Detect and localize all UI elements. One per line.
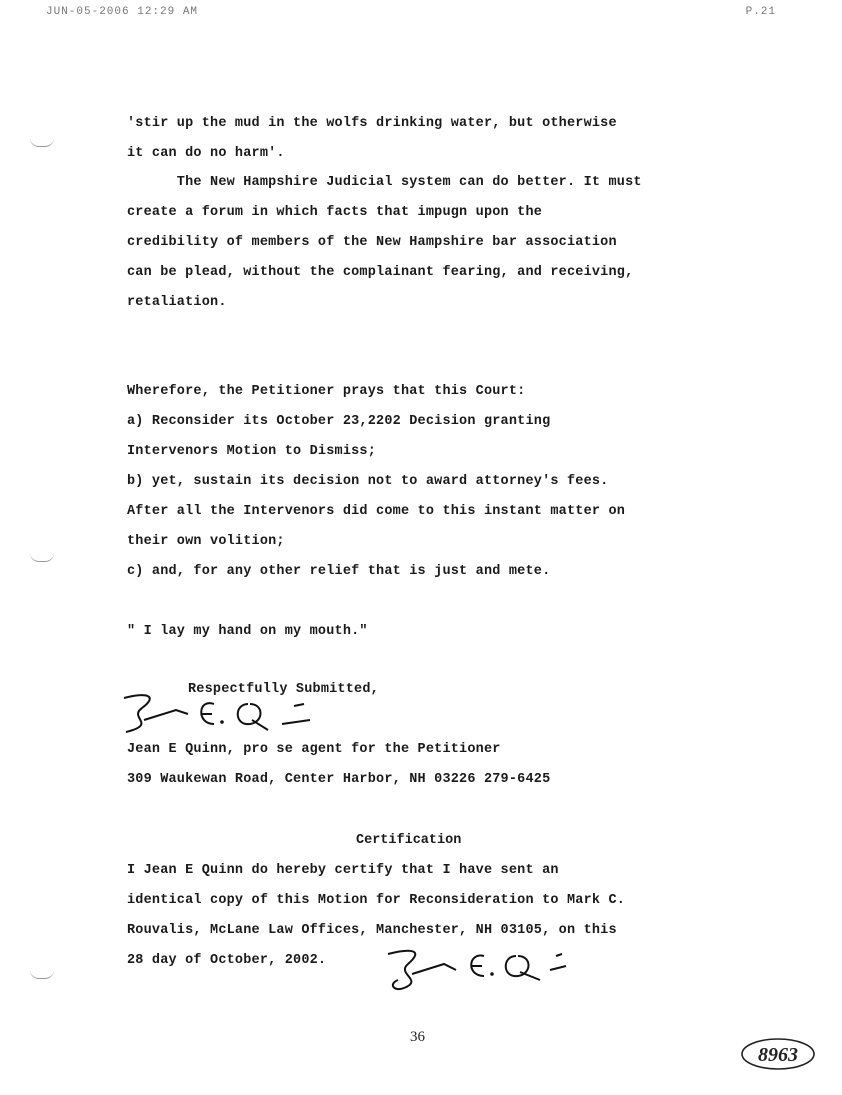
prayer-item: their own volition; (127, 534, 285, 549)
body-line: credibility of members of the New Hampshire bar association (127, 235, 617, 250)
stamp-number: 8963 (758, 1044, 798, 1066)
certification-line: identical copy of this Motion for Reconsideration to Mark C. (127, 893, 626, 908)
punch-mark (30, 138, 54, 147)
handwritten-signature (118, 690, 318, 738)
closing-salutation: Respectfully Submitted, (188, 682, 379, 697)
prayer-item: Intervenors Motion to Dismiss; (127, 444, 377, 459)
certification-heading: Certification (356, 833, 462, 848)
prayer-item: a) Reconsider its October 23,2202 Decision granting (127, 414, 551, 429)
punch-mark (30, 553, 54, 562)
handwritten-stamp (738, 1034, 818, 1074)
body-line: retaliation. (127, 295, 227, 310)
fax-page-number: P.21 (745, 6, 776, 18)
prayer-intro: Wherefore, the Petitioner prays that this Court: (127, 384, 526, 399)
fax-header-timestamp: JUN-05-2006 12:29 AM (46, 6, 199, 18)
prayer-item: c) and, for any other relief that is just and mete. (127, 564, 551, 579)
certification-line: Rouvalis, McLane Law Offices, Manchester, NH 03105, on this (127, 923, 617, 938)
certification-line: I Jean E Quinn do hereby certify that I have sent an (127, 863, 559, 878)
signer-address-line: 309 Waukewan Road, Center Harbor, NH 03226 279-6425 (127, 772, 551, 787)
signer-name-line: Jean E Quinn, pro se agent for the Petitioner (127, 742, 501, 757)
prayer-item: b) yet, sustain its decision not to award attorney's fees. (127, 474, 609, 489)
closing-quote: " I lay my hand on my mouth." (127, 624, 368, 639)
certification-line: 28 day of October, 2002. (127, 953, 327, 968)
handwritten-signature (384, 944, 574, 992)
page-number: 36 (410, 1029, 425, 1045)
punch-mark (30, 970, 54, 979)
body-line: 'stir up the mud in the wolfs drinking water, but otherwise (127, 116, 617, 131)
body-line: The New Hampshire Judicial system can do better. It must (127, 175, 642, 190)
body-line: create a forum in which facts that impugn upon the (127, 205, 543, 220)
body-line: can be plead, without the complainant fearing, and receiving, (127, 265, 634, 280)
body-line: it can do no harm'. (127, 146, 285, 161)
prayer-item: After all the Intervenors did come to this instant matter on (127, 504, 626, 519)
